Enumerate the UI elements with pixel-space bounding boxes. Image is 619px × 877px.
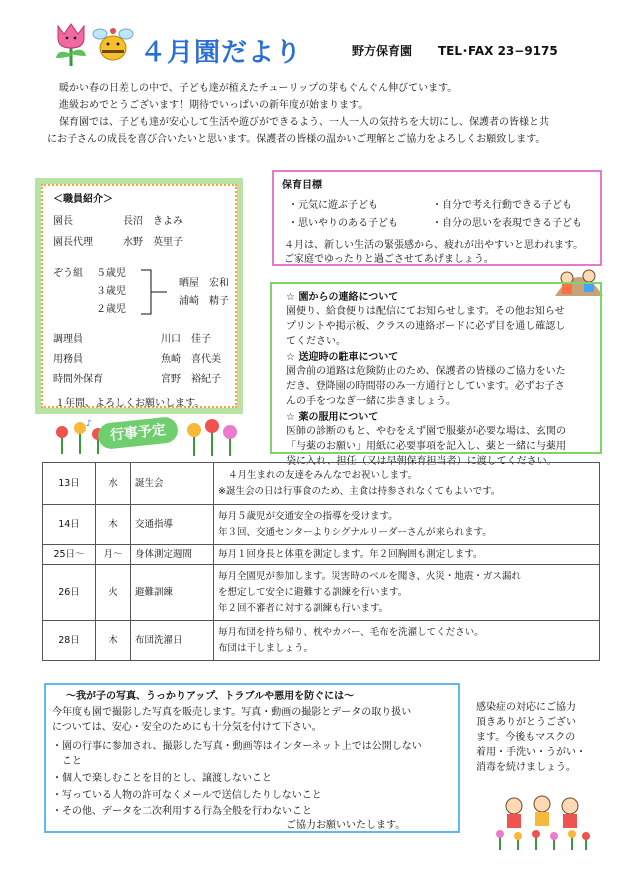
date-cell: 13日 xyxy=(43,463,96,505)
detail-line: 毎月１回身長と体重を測定します。年２回胸囲も測定します。 xyxy=(218,548,483,560)
age-3: ３歳児 xyxy=(96,286,126,297)
contact-line: だき、登降園の時間帯のみ一方通行としています。必ずお子さ xyxy=(286,381,565,392)
intro-line: にお子さんの成長を喜び合いたいと思います。保護者の皆様の温かいご理解とご協力をよろしくお願致します。 xyxy=(47,134,546,145)
bee-icon xyxy=(92,22,134,70)
section-heading-text: ☆ 送迎時の駐車について xyxy=(286,352,399,363)
event-cell: 交通指導 xyxy=(131,505,214,545)
detail-line: 毎月布団を持ち帰り、枕やカバー、毛布を洗濯してください。 xyxy=(218,626,484,638)
contact-line: 医師の診断のもと、やむをえず園で服薬が必要な場は、玄関の xyxy=(286,426,566,437)
director-role: 園長 xyxy=(53,216,73,227)
event-cell: 避難訓練 xyxy=(131,565,214,621)
after-care-role: 時間外保育 xyxy=(53,374,103,385)
detail-line: 年３回、交通センターよりシグナルリーダーさんが来られます。 xyxy=(218,526,492,538)
weekday-cell: 月～ xyxy=(96,545,131,565)
date-cell: 25日～ xyxy=(43,545,96,565)
photo-line: ・園の行事に参加され、撮影した写真・動画等はインターネット上では公開しない xyxy=(52,741,422,752)
events-banner: 行事予定 xyxy=(97,416,179,450)
weekday-cell: 水 xyxy=(96,463,131,505)
flowers-icon xyxy=(184,412,240,460)
detail-line: ※誕生会の日は行事食のため、主食は持参されなくてもよいです。 xyxy=(218,485,501,497)
table-row xyxy=(43,545,600,565)
contact-box xyxy=(270,282,602,467)
svg-text:♪: ♪ xyxy=(86,419,92,429)
photo-line: ・その他、データを二次利用する行為全般を行わないこと xyxy=(52,806,312,817)
weekday-cell: 木 xyxy=(96,505,131,545)
weekday-cell: 火 xyxy=(96,565,131,621)
photo-line: こと xyxy=(52,756,82,767)
section-heading xyxy=(286,350,398,365)
table-row xyxy=(43,565,600,621)
goals-note: ４月は、新しい生活の緊張感から、疲れが出やすいと思われます。 xyxy=(284,240,584,251)
infection-line: 消毒を続けましょう。 xyxy=(476,762,576,773)
event-cell: 布団洗濯日 xyxy=(131,621,214,661)
newsletter-title: ４月園だより xyxy=(140,38,303,68)
details-cell xyxy=(214,545,600,565)
photo-notice-box xyxy=(44,683,460,833)
infection-note xyxy=(476,700,586,775)
director-name: 長沼 きよみ xyxy=(123,216,183,227)
contact-line: んの手をつなぎ一緒に歩きましょう。 xyxy=(286,396,456,407)
cook-role: 調理員 xyxy=(53,334,83,345)
photo-line: 今年度も園で撮影した写真を販売します。写真・動画の撮影とデータの取り扱い xyxy=(52,707,412,718)
details-cell xyxy=(214,565,600,621)
goal-item: ・元気に遊ぶ子ども xyxy=(288,200,378,211)
detail-line: を想定して安全に避難する訓練を行います。 xyxy=(218,586,408,598)
section-heading-text: ☆ 薬の服用について xyxy=(286,412,379,423)
goals-heading: 保育目標 xyxy=(282,180,322,191)
phone-fax: TEL･FAX 23−9175 xyxy=(438,44,558,58)
infection-line: 頂きありがとうござい xyxy=(476,717,576,728)
goals-box xyxy=(272,170,602,266)
photo-heading: ～我が子の写真、うっかりアップ、トラブルや悪用を防ぐには～ xyxy=(66,691,355,702)
events-schedule-table xyxy=(42,462,600,661)
detail-line: 布団は干しましょう。 xyxy=(218,642,314,654)
contact-line: てください。 xyxy=(286,336,346,347)
goal-item: ・自分の思いを表現できる子ども xyxy=(432,218,582,229)
bracket-icon xyxy=(139,268,169,318)
contact-line: プリントや掲示板、クラスの連絡ボードに必ず目を通し確認し xyxy=(286,321,566,332)
goals-note: ご家庭でゆったりと過ごさせてあげましょう。 xyxy=(284,254,494,265)
intro-paragraph xyxy=(47,80,607,148)
infection-line: ます。今後もマスクの xyxy=(476,732,576,743)
janitor-name: 魚崎 喜代美 xyxy=(161,354,221,365)
detail-line: ４月生まれの友達をみんなでお祝いします。 xyxy=(228,469,418,481)
photo-closing: ご協力お願いいたします。 xyxy=(286,820,406,831)
contact-line: 園便り、給食便りは配信にてお知らせします。その他お知らせ xyxy=(286,306,565,317)
table-row xyxy=(43,463,600,505)
tulip-icon xyxy=(50,22,92,70)
event-cell: 身体測定週間 xyxy=(131,545,214,565)
photo-line: ・写っている人物の許可なくメールで送信したりしないこと xyxy=(52,790,322,801)
kids-flowers-icon xyxy=(492,792,592,856)
section-heading xyxy=(286,410,378,425)
teacher-name: 晒屋 宏和 xyxy=(179,278,229,289)
staff-heading: ＜職員紹介＞ xyxy=(53,194,113,205)
photo-line: ・個人で楽しむことを目的とし、譲渡しないこと xyxy=(52,773,272,784)
deputy-name: 水野 英里子 xyxy=(123,237,183,248)
infection-line: 着用・手洗い・うがい・ xyxy=(476,747,586,758)
intro-line: 保育園では、子ども達が安心して生活や遊びができるよう、一人一人の気持ちを大切にし、保護者の皆様と共 xyxy=(59,117,549,128)
goal-item: ・自分で考え行動できる子ども xyxy=(432,200,572,211)
age-2: ２歳児 xyxy=(96,304,126,315)
contact-line: 袋に入れ、担任（又は早朝保育担当者）に渡してください。 xyxy=(286,456,557,467)
age-5: ５歳児 xyxy=(96,268,126,279)
event-cell: 誕生会 xyxy=(131,463,214,505)
janitor-role: 用務員 xyxy=(53,354,83,365)
details-cell xyxy=(214,505,600,545)
section-heading-text: ☆ 園からの連絡について xyxy=(286,292,399,303)
cook-name: 川口 佳子 xyxy=(161,334,211,345)
staff-box xyxy=(35,178,243,414)
photo-line: については、安心・安全のためにも十分気を付けて下さい。 xyxy=(52,722,322,733)
intro-line: 暖かい春の日差しの中で、子ども達が植えたチューリップの芽もぐんぐん伸びています。 xyxy=(59,83,458,94)
date-cell: 26日 xyxy=(43,565,96,621)
contact-line: 「与薬のお願い」用紙に必要事項を記入し、薬と一緒に与薬用 xyxy=(286,441,566,452)
goal-item: ・思いやりのある子ども xyxy=(288,218,398,229)
table-row xyxy=(43,505,600,545)
details-cell xyxy=(214,621,600,661)
intro-line: 進級おめでとうございます！期待でいっぱいの新年度が始まります。 xyxy=(59,100,369,111)
deputy-role: 園長代理 xyxy=(53,237,93,248)
details-cell xyxy=(214,463,600,505)
infection-line: 感染症の対応にご協力 xyxy=(476,702,576,713)
staff-closing: １年間、よろしくお願いします。 xyxy=(55,398,205,409)
teacher-name: 浦崎 精子 xyxy=(179,296,229,307)
detail-line: 毎月全園児が参加します。災害時のベルを聞き、火災・地震・ガス漏れ xyxy=(218,570,521,582)
detail-line: 年２回不審者に対する訓練も行います。 xyxy=(218,602,389,614)
section-heading xyxy=(286,290,398,305)
table-row xyxy=(43,621,600,661)
date-cell: 14日 xyxy=(43,505,96,545)
after-care-name: 宮野 裕紀子 xyxy=(161,374,221,385)
school-name: 野方保育園 xyxy=(352,44,413,58)
class-group: ぞう組 xyxy=(53,268,83,279)
date-cell: 28日 xyxy=(43,621,96,661)
weekday-cell: 木 xyxy=(96,621,131,661)
contact-line: 園舎前の道路は危険防止のため、保護者の皆様のご協力をいた xyxy=(286,366,566,377)
detail-line: 毎月５歳児が交通安全の指導を受けます。 xyxy=(218,510,398,522)
